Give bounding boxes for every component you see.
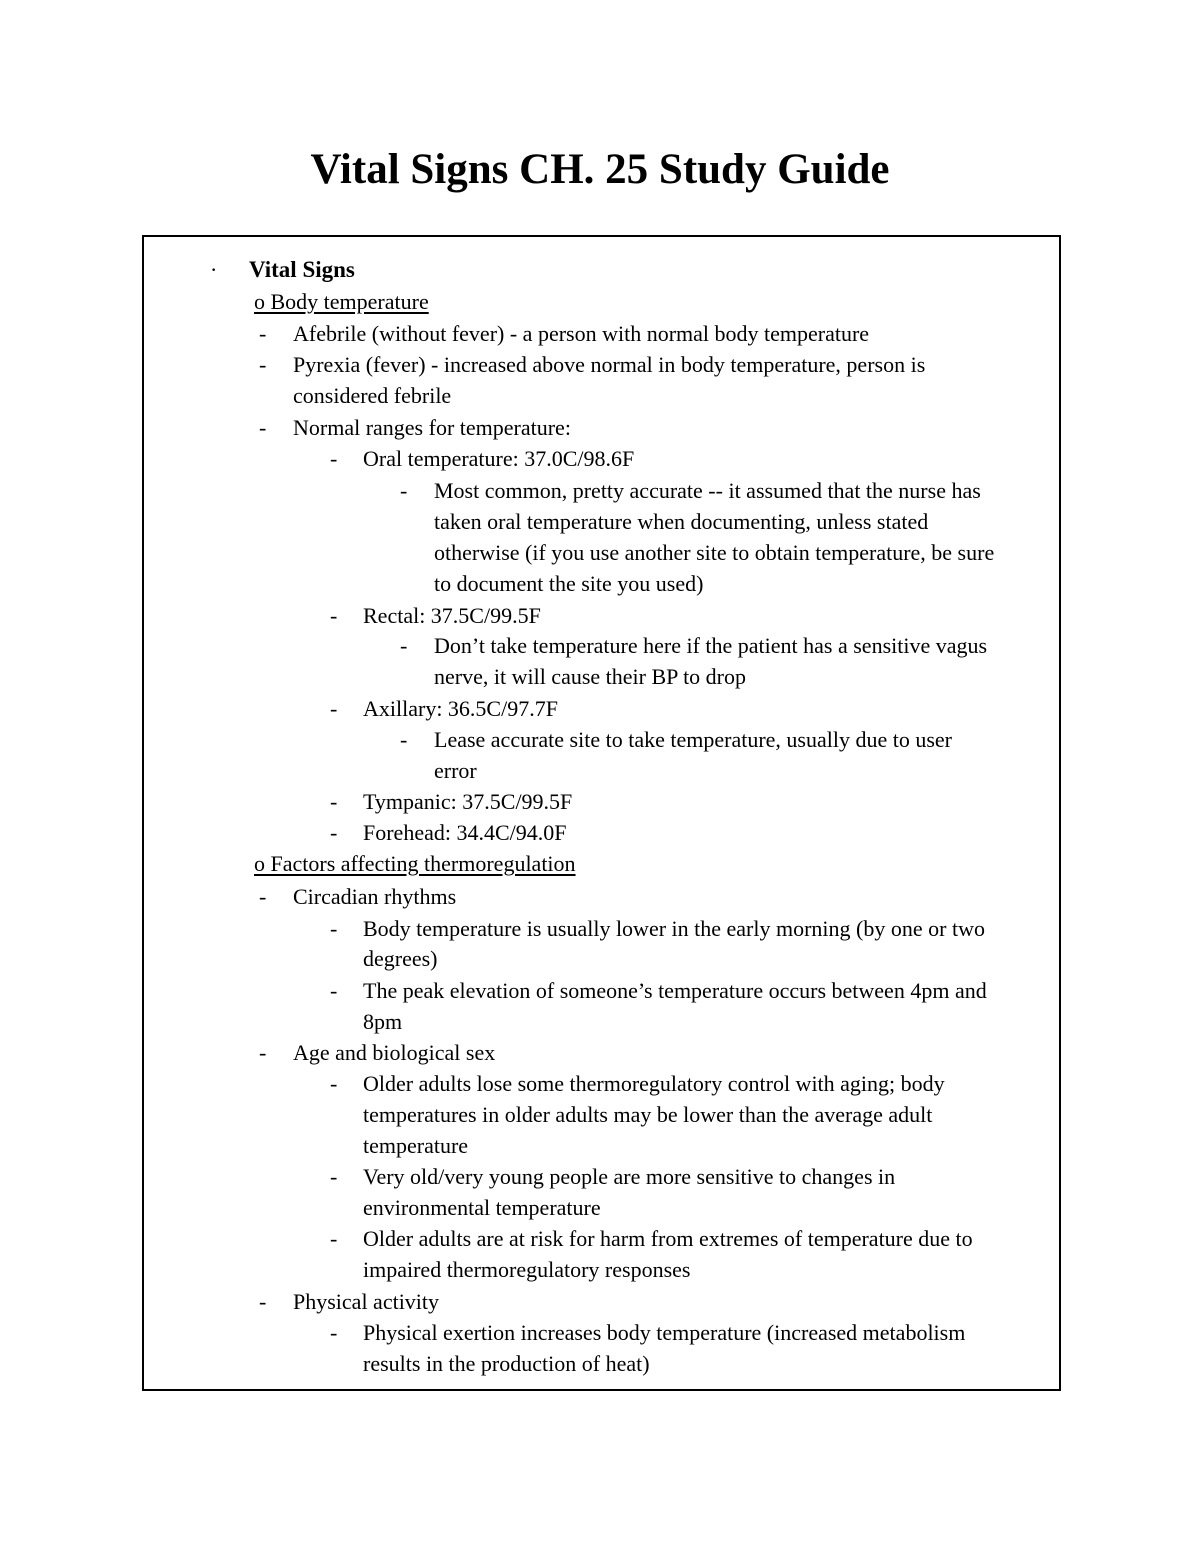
list-item: Lease accurate site to take temperature, usually due to user [434,727,952,752]
page-title: Vital Signs CH. 25 Study Guide [310,146,890,193]
dash-marker: - [330,789,338,814]
list-item-continued: temperature [363,1133,469,1158]
dash-marker: - [259,1289,267,1314]
list-item: Age and biological sex [293,1040,496,1065]
list-item: Body temperature is usually lower in the early morning (by one or two [363,916,985,941]
dash-marker: - [330,696,338,721]
list-item: Physical activity [293,1289,440,1314]
list-item: Oral temperature: 37.0C/98.6F [363,446,635,471]
list-item: Rectal: 37.5C/99.5F [363,603,541,628]
list-item: Pyrexia (fever) - increased above normal in body temperature, person is [293,352,926,377]
list-item: Most common, pretty accurate -- it assumed that the nurse has [434,478,981,503]
subsection-thermoregulation: o Factors affecting thermoregulation [254,851,576,876]
list-item: Very old/very young people are more sensitive to changes in [363,1164,896,1189]
list-item: Forehead: 34.4C/94.0F [363,820,567,845]
dash-marker: - [330,1226,338,1251]
section-heading: Vital Signs [249,257,355,282]
dash-marker: - [259,884,267,909]
list-item-continued: considered febrile [293,383,452,408]
list-item: Don’t take temperature here if the patient has a sensitive vagus [434,633,988,658]
dash-marker: - [330,820,338,845]
list-item: Older adults are at risk for harm from extremes of temperature due to [363,1226,973,1251]
dash-marker: - [400,478,408,503]
study-guide-box [142,235,1061,1391]
dash-marker: - [330,1071,338,1096]
dash-marker: - [259,1040,267,1065]
list-item-continued: environmental temperature [363,1195,601,1220]
bullet-icon: · [210,257,218,282]
list-item-continued: taken oral temperature when documenting, unless stated [434,509,929,534]
dash-marker: - [330,603,338,628]
dash-marker: - [330,978,338,1003]
list-item: Tympanic: 37.5C/99.5F [363,789,573,814]
list-item-continued: to document the site you used) [434,571,704,596]
dash-marker: - [330,1320,338,1345]
list-item: Circadian rhythms [293,884,457,909]
list-item-continued: temperatures in older adults may be lower than the average adult [363,1102,933,1127]
list-item-continued: otherwise (if you use another site to obtain temperature, be sure [434,540,995,565]
list-item: Physical exertion increases body temperature (increased metabolism [363,1320,966,1345]
dash-marker: - [259,415,267,440]
list-item: Afebrile (without fever) - a person with normal body temperature [293,321,870,346]
dash-marker: - [330,446,338,471]
list-item: Axillary: 36.5C/97.7F [363,696,558,721]
dash-marker: - [400,727,408,752]
list-item-continued: nerve, it will cause their BP to drop [434,664,747,689]
subsection-body-temperature: o Body temperature [254,289,429,314]
dash-marker: - [330,916,338,941]
dash-marker: - [400,633,408,658]
list-item: Normal ranges for temperature: [293,415,571,440]
list-item-continued: 8pm [363,1009,403,1034]
dash-marker: - [259,352,267,377]
list-item: The peak elevation of someone’s temperature occurs between 4pm and [363,978,987,1003]
list-item-continued: error [434,758,477,783]
list-item-continued: degrees) [363,946,438,971]
list-item-continued: impaired thermoregulatory responses [363,1257,691,1282]
list-item: Older adults lose some thermoregulatory control with aging; body [363,1071,945,1096]
list-item-continued: results in the production of heat) [363,1351,650,1376]
dash-marker: - [259,321,267,346]
dash-marker: - [330,1164,338,1189]
